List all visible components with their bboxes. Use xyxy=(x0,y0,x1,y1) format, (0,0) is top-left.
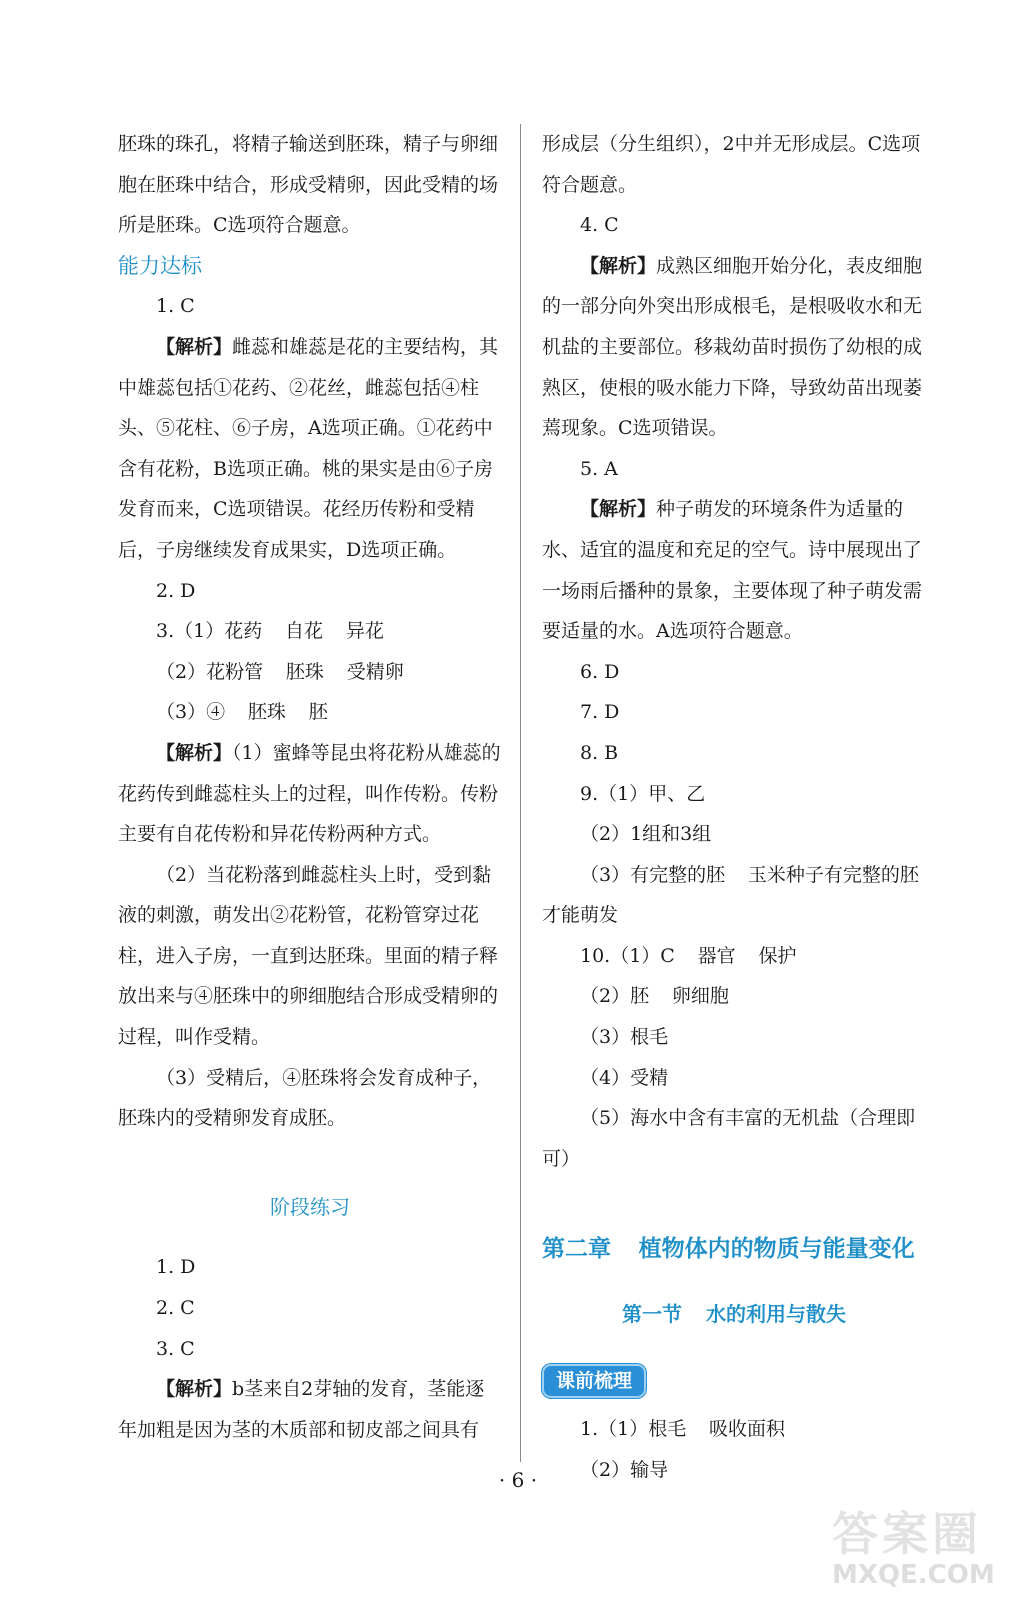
explanation-3-3: （3）受精后，④胚珠将会发育成种子，胚珠内的受精卵发育成胚。 xyxy=(118,1066,492,1130)
explanation-3-2: （2）当花粉落到雌蕊柱头上时，受到黏液的刺激，萌发出②花粉管，花粉管穿过花柱，进入子房，一直到达胚珠。里面的精子释放出来与④胚珠中的卵细胞结合形成受精卵的过程，叫作受精。 xyxy=(118,863,499,1049)
stage-explanation-3: 【解析】b茎来自2芽轴的发育，茎能逐年加粗是因为茎的木质部和韧皮部之间具有 xyxy=(118,1378,485,1441)
answer-10-2: （2）胚 卵细胞 xyxy=(580,985,729,1008)
answer-6: 6. D xyxy=(580,660,620,683)
chapter-title: 第二章 植物体内的物质与能量变化 xyxy=(542,1236,915,1263)
explanation-tag: 【解析】 xyxy=(156,741,233,764)
watermark-logo xyxy=(832,1508,1022,1594)
answer-10-5: （5）海水中含有丰富的无机盐（合理即可） xyxy=(542,1107,916,1170)
answer-5: 5. A xyxy=(580,457,618,480)
answer-9-1: 9.（1）甲、乙 xyxy=(580,782,706,805)
continued-paragraph: 形成层（分生组织），2中并无形成层。C选项符合题意。 xyxy=(542,133,921,196)
answer-1: 1. C xyxy=(156,295,195,318)
answer-2: 2. D xyxy=(156,579,196,602)
explanation-tag: 【解析】 xyxy=(580,498,657,521)
stage-practice-title: 阶段练习 xyxy=(270,1194,350,1219)
explanation-tag: 【解析】 xyxy=(156,335,233,358)
answer-8: 8. B xyxy=(580,741,619,764)
answer-4: 4. C xyxy=(580,214,619,237)
explanation-1 xyxy=(118,327,502,571)
review-answer-1: 1.（1）根毛 吸收面积 xyxy=(580,1418,786,1441)
explanation-text: 雌蕊和雄蕊是花的主要结构，其中雄蕊包括①花药、②花丝，雌蕊包括④柱头、⑤花柱、⑥子房，A选项正确。①花药中含有花粉，B选项正确。桃的果实是由⑥子房发育而来，C选项错误。花经历传粉和受精后，子房继续发育成果实，D选项正确。 xyxy=(118,335,499,561)
explanation-tag: 【解析】 xyxy=(580,254,657,277)
pre-class-badge: 课前梳理 xyxy=(542,1364,646,1398)
answer-3-3: （3）④ 胚珠 胚 xyxy=(156,701,328,724)
section-title: 第一节 水的利用与散失 xyxy=(622,1302,846,1327)
answer-10-1: 10.（1）C 器官 保护 xyxy=(580,944,797,967)
column-divider xyxy=(520,124,521,1462)
answer-9-3: （3）有完整的胚 玉米种子有完整的胚才能萌发 xyxy=(542,863,919,927)
watermark-url: MXQE.COM xyxy=(832,1560,995,1590)
continued-paragraph: 胚珠的珠孔，将精子输送到胚珠，精子与卵细胞在胚珠中结合，形成受精卵，因此受精的场所是胚珠。C选项符合题意。 xyxy=(118,133,499,237)
explanation-tag: 【解析】 xyxy=(156,1378,233,1401)
explanation-4: 【解析】成熟区细胞开始分化，表皮细胞的一部分向外突出形成根毛，是根吸收水和无机盐的主要部位。移栽幼苗时损伤了幼根的成熟区，使根的吸水能力下降，导致幼苗出现萎蔫现象。C选项错误。 xyxy=(542,254,923,440)
explanation-5: 【解析】种子萌发的环境条件为适量的水、适宜的温度和充足的空气。诗中展现出了一场雨后播种的景象，主要体现了种子萌发需要适量的水。A选项符合题意。 xyxy=(542,498,923,643)
answer-10-3: （3）根毛 xyxy=(580,1026,669,1049)
answer-10-4: （4）受精 xyxy=(580,1066,669,1089)
watermark-text: 答案圈 xyxy=(832,1507,982,1561)
stage-answer-3: 3. C xyxy=(156,1337,195,1360)
right-column xyxy=(542,124,926,1490)
stage-answer-1: 1. D xyxy=(156,1256,196,1279)
section-heading-ability: 能力达标 xyxy=(118,253,202,278)
explanation-3-1: 【解析】（1）蜜蜂等昆虫将花粉从雄蕊的花药传到雌蕊柱头上的过程，叫作传粉。传粉主要有自花传粉和异花传粉两种方式。 xyxy=(118,741,501,846)
stage-answer-2: 2. C xyxy=(156,1297,195,1320)
pre-class-badge-row xyxy=(542,1361,926,1402)
answer-3-1: 3.（1）花药 自花 异花 xyxy=(156,620,384,643)
answer-9-2: （2）1组和3组 xyxy=(580,823,712,846)
answer-7: 7. D xyxy=(580,701,620,724)
left-column xyxy=(118,124,502,1450)
page-number: · 6 · xyxy=(498,1468,538,1492)
answer-3-2: （2）花粉管 胚珠 受精卵 xyxy=(156,660,404,683)
review-answer-2: （2）输导 xyxy=(580,1458,669,1481)
